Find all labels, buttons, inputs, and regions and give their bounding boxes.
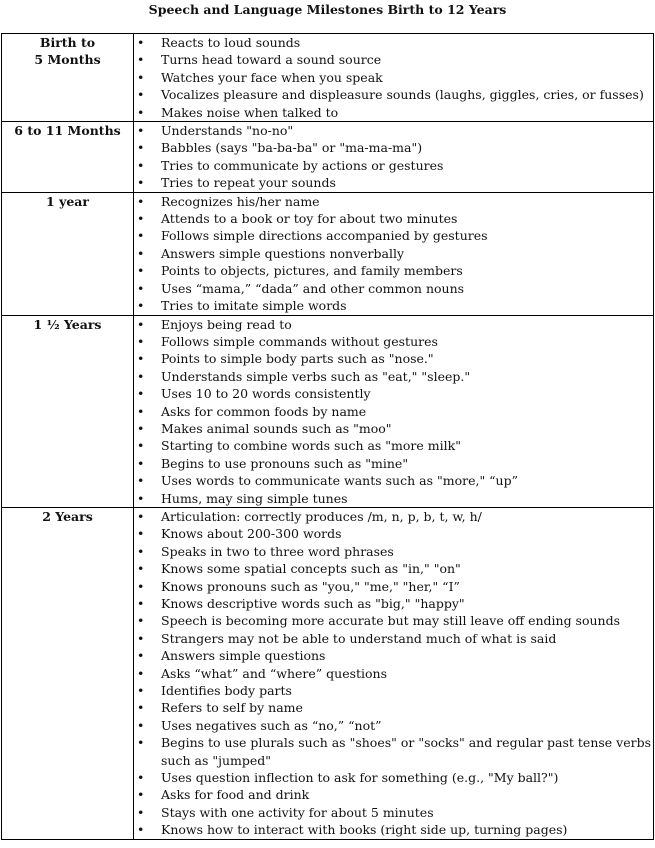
list-item: • Follows simple directions accompanied by gestures xyxy=(134,227,653,244)
milestone-list xyxy=(134,34,653,121)
list-item: • Asks for common foods by name xyxy=(134,403,653,420)
list-item: • Makes noise when talked to xyxy=(134,104,653,121)
list-item: • Uses question inflection to ask for something (e.g., "My ball?") xyxy=(134,769,653,786)
list-item: • Answers simple questions xyxy=(134,647,653,664)
list-item: • Points to objects, pictures, and family members xyxy=(134,262,653,279)
list-item: • Strangers may not be able to understand much of what is said xyxy=(134,630,653,647)
list-item: • Points to simple body parts such as "nose." xyxy=(134,350,653,367)
age-label: 6 to 11 Months xyxy=(14,123,121,139)
table-row-1-year xyxy=(2,192,654,315)
list-item: • Turns head toward a sound source xyxy=(134,51,653,68)
milestones-table xyxy=(1,33,654,840)
list-item: • Babbles (says "ba-ba-ba" or "ma-ma-ma") xyxy=(134,139,653,156)
list-item: • Knows about 200-300 words xyxy=(134,525,653,542)
list-item: • Follows simple commands without gestures xyxy=(134,333,653,350)
list-item: • Articulation: correctly produces /m, n, p, b, t, w, h/ xyxy=(134,508,653,525)
page-title: Speech and Language Milestones Birth to 12 Years xyxy=(148,2,507,17)
list-item: • Knows how to interact with books (right side up, turning pages) xyxy=(134,821,653,838)
milestones-cell xyxy=(134,192,654,315)
age-cell xyxy=(2,192,134,315)
list-item: • Refers to self by name xyxy=(134,699,653,716)
milestone-list xyxy=(134,193,653,315)
milestones-cell xyxy=(134,315,654,507)
age-cell xyxy=(2,122,134,193)
list-item: • Begins to use plurals such as "shoes" or "socks" and regular past tense verbs such as "jumped" xyxy=(134,734,653,769)
list-item: • Knows descriptive words such as "big," "happy" xyxy=(134,595,653,612)
list-item: • Asks for food and drink xyxy=(134,786,653,803)
list-item: • Begins to use pronouns such as "mine" xyxy=(134,455,653,472)
milestones-cell xyxy=(134,122,654,193)
milestone-list xyxy=(134,316,653,507)
list-item: • Understands simple verbs such as "eat," "sleep." xyxy=(134,368,653,385)
list-item: • Recognizes his/her name xyxy=(134,193,653,210)
table-row-6-to-11-months xyxy=(2,122,654,193)
milestone-list xyxy=(134,508,653,839)
list-item: • Stays with one activity for about 5 minutes xyxy=(134,804,653,821)
list-item: • Makes animal sounds such as "moo" xyxy=(134,420,653,437)
list-item: • Tries to communicate by actions or gestures xyxy=(134,157,653,174)
list-item: • Knows some spatial concepts such as "in," "on" xyxy=(134,560,653,577)
list-item: • Hums, may sing simple tunes xyxy=(134,490,653,507)
list-item: • Reacts to loud sounds xyxy=(134,34,653,51)
list-item: • Uses negatives such as “no,” “not” xyxy=(134,717,653,734)
list-item: • Speaks in two to three word phrases xyxy=(134,543,653,560)
table-row-2-years xyxy=(2,507,654,839)
list-item: • Asks “what” and “where” questions xyxy=(134,665,653,682)
list-item: • Watches your face when you speak xyxy=(134,69,653,86)
list-item: • Uses 10 to 20 words consistently xyxy=(134,385,653,402)
list-item: • Answers simple questions nonverbally xyxy=(134,245,653,262)
list-item: • Knows pronouns such as "you," "me," "her," “I” xyxy=(134,578,653,595)
age-cell xyxy=(2,315,134,507)
list-item: • Enjoys being read to xyxy=(134,316,653,333)
age-cell xyxy=(2,507,134,839)
milestones-cell xyxy=(134,34,654,122)
list-item: • Starting to combine words such as "more milk" xyxy=(134,437,653,454)
age-label: 1 year xyxy=(46,193,89,209)
age-label: 5 Months xyxy=(34,52,101,68)
age-label: 1 ½ Years xyxy=(33,316,102,332)
age-label: 2 Years xyxy=(42,508,93,524)
table-row-1-and-half-years xyxy=(2,315,654,507)
list-item: • Identifies body parts xyxy=(134,682,653,699)
age-label: Birth to xyxy=(39,35,96,50)
list-item: • Attends to a book or toy for about two minutes xyxy=(134,210,653,227)
table-row-birth-to-5-months xyxy=(2,34,654,122)
list-item: • Uses “mama,” “dada” and other common nouns xyxy=(134,280,653,297)
list-item: • Speech is becoming more accurate but may still leave off ending sounds xyxy=(134,612,653,629)
list-item: • Understands "no-no" xyxy=(134,122,653,139)
list-item: • Tries to repeat your sounds xyxy=(134,174,653,191)
milestone-list xyxy=(134,122,653,192)
age-cell xyxy=(2,34,134,122)
list-item: • Tries to imitate simple words xyxy=(134,297,653,314)
list-item: • Vocalizes pleasure and displeasure sounds (laughs, giggles, cries, or fusses) xyxy=(134,86,653,103)
milestones-cell xyxy=(134,507,654,839)
list-item: • Uses words to communicate wants such as "more," “up” xyxy=(134,472,653,489)
